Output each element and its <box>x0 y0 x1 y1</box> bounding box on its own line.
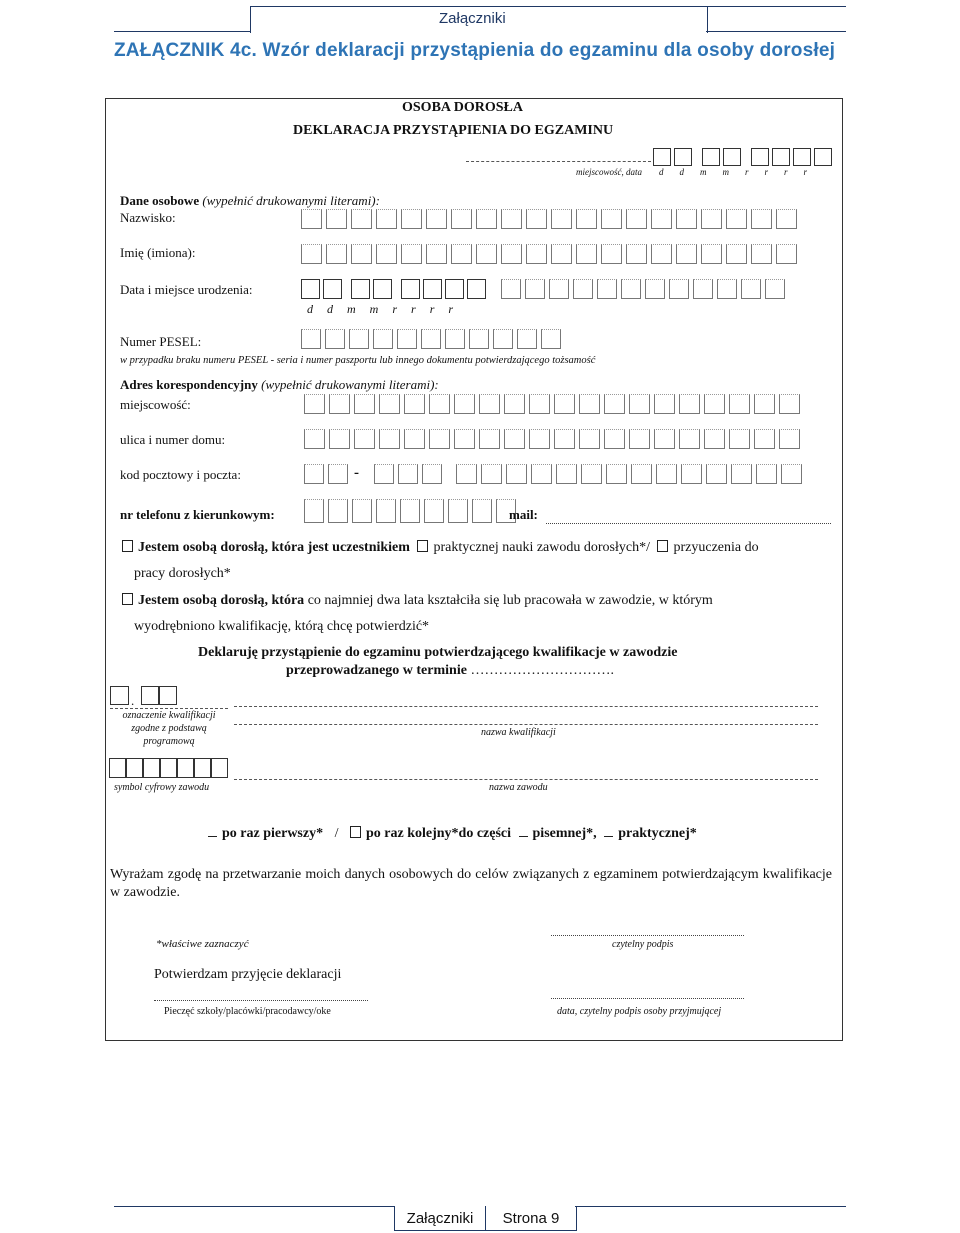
header-rule-right <box>706 31 846 32</box>
checkbox-next-attempt[interactable] <box>350 826 361 838</box>
signature-field[interactable] <box>551 935 744 936</box>
signature-caption: czytelny podpis <box>612 939 674 950</box>
checkbox-practical[interactable] <box>604 836 613 837</box>
note-required: *właściwe zaznaczyć <box>156 938 249 950</box>
birth-label: Data i miejsce urodzenia: <box>120 282 253 297</box>
term-field[interactable]: …………………………. <box>470 663 614 678</box>
profession-code-caption: symbol cyfrowy zawodu <box>114 782 210 793</box>
surname-label: Nazwisko: <box>120 210 176 225</box>
checkbox-job-training[interactable] <box>657 540 668 552</box>
checkbox-first-attempt[interactable] <box>208 836 217 837</box>
city-label: miejscowość: <box>120 397 191 412</box>
statement-2: Jestem osobą dorosłą, która co najmniej dwa lata kształciła się lub pracowała w zawodzie, w którym <box>122 593 713 609</box>
place-line <box>466 161 651 162</box>
postal-code-field-a[interactable] <box>304 464 352 484</box>
header-rule-top <box>250 6 706 7</box>
postal-dash: - <box>354 465 359 481</box>
page-title: ZAŁĄCZNIK 4c. Wzór deklaracji przystąpienia do egzaminu dla osoby dorosłej <box>114 40 836 61</box>
footer-rule-left <box>114 1206 394 1207</box>
statement-1-cont: pracy dorosłych* <box>134 566 231 581</box>
profession-name-caption: nazwa zawodu <box>489 782 548 793</box>
phone-label: nr telefonu z kierunkowym: <box>120 507 275 522</box>
footer-label-box <box>394 1206 486 1231</box>
receipt-text: Potwierdzam przyjęcie deklaracji <box>154 967 342 982</box>
street-field[interactable] <box>304 429 804 449</box>
mail-field[interactable] <box>546 523 831 524</box>
postal-label: kod pocztowy i poczta: <box>120 467 241 482</box>
post-office-field[interactable] <box>456 464 806 484</box>
profession-name-field[interactable] <box>234 779 818 780</box>
place-date-caption: miejscowość, data <box>576 167 642 177</box>
mail-label: mail: <box>509 507 538 522</box>
personal-heading: Dane osobowe (wypełnić drukowanymi literami): <box>120 193 380 208</box>
profession-code-boxes[interactable] <box>109 758 228 778</box>
qual-code-dot: . <box>131 693 135 708</box>
date-letters: d d m m r r r r <box>659 167 808 177</box>
statement-1: Jestem osobą dorosłą, która jest uczestnikiem praktycznej nauki zawodu dorosłych*/ przyuczenia do <box>122 540 759 556</box>
birth-date-field[interactable] <box>301 279 489 299</box>
phone-field[interactable] <box>304 499 520 523</box>
qual-code-caption: oznaczenie kwalifikacji zgodne z podstawą programową <box>122 710 216 747</box>
form-heading-1: OSOBA DOROSŁA <box>402 100 523 115</box>
declare-line-2: przeprowadzanego w terminie …………………………. <box>286 663 614 678</box>
address-heading: Adres korespondencyjny (wypełnić drukowanymi literami): <box>120 377 439 392</box>
birth-place-field[interactable] <box>501 279 789 299</box>
names-label: Imię (imiona): <box>120 245 196 260</box>
declare-line-1: Deklaruję przystąpienie do egzaminu potwierdzającego kwalifikacje w zawodzie <box>198 645 678 660</box>
qual-name-caption: nazwa kwalifikacji <box>481 727 556 738</box>
checkbox-written[interactable] <box>519 836 528 837</box>
form-heading-2: DEKLARACJA PRZYSTĄPIENIA DO EGZAMINU <box>293 123 614 138</box>
footer-rule-right <box>575 1206 846 1207</box>
receiver-field[interactable] <box>551 998 744 999</box>
statement-2-cont: wyodrębniono kwalifikację, którą chcę potwierdzić* <box>134 619 430 634</box>
surname-field[interactable] <box>301 209 801 229</box>
footer-label: Załączniki <box>406 1209 474 1227</box>
names-field[interactable] <box>301 244 801 264</box>
stamp-field[interactable] <box>154 1000 368 1001</box>
header-rule-right-top <box>706 6 846 7</box>
pesel-note: w przypadku braku numeru PESEL - seria i numer paszportu lub innego dokumentu potwierdzającego tożsamość <box>120 355 596 366</box>
checkbox-participant[interactable] <box>122 540 133 552</box>
checkbox-experience[interactable] <box>122 593 133 605</box>
postal-code-field-b[interactable] <box>374 464 446 484</box>
pesel-label: Numer PESEL: <box>120 334 202 349</box>
page-number: Strona 9 <box>502 1209 560 1227</box>
receiver-caption: data, czytelny podpis osoby przyjmującej <box>557 1006 722 1017</box>
checkbox-vocational-training[interactable] <box>417 540 428 552</box>
birth-date-letters: d d m m r r r r <box>307 302 454 316</box>
pesel-field[interactable] <box>301 329 565 349</box>
city-field[interactable] <box>304 394 804 414</box>
header-label: Załączniki <box>439 10 506 27</box>
qual-name-field[interactable] <box>234 706 818 707</box>
qual-name-field-2[interactable] <box>234 724 818 725</box>
footer-page-box <box>485 1206 577 1231</box>
header-rule-left <box>114 31 250 32</box>
consent-text: Wyrażam zgodę na przetwarzanie moich danych osobowych do celów związanych z egzaminem potwierdzającym kwalifikacje w zawodzie. <box>110 867 832 900</box>
declaration-form <box>105 98 843 1041</box>
qual-code-boxes[interactable] <box>110 686 180 705</box>
attempt-line: po raz pierwszy* / po raz kolejny*do części pisemnej*, praktycznej* <box>208 826 697 842</box>
stamp-caption: Pieczęć szkoły/placówki/pracodawcy/oke <box>164 1006 331 1017</box>
date-boxes <box>653 148 835 166</box>
street-label: ulica i numer domu: <box>120 432 226 447</box>
